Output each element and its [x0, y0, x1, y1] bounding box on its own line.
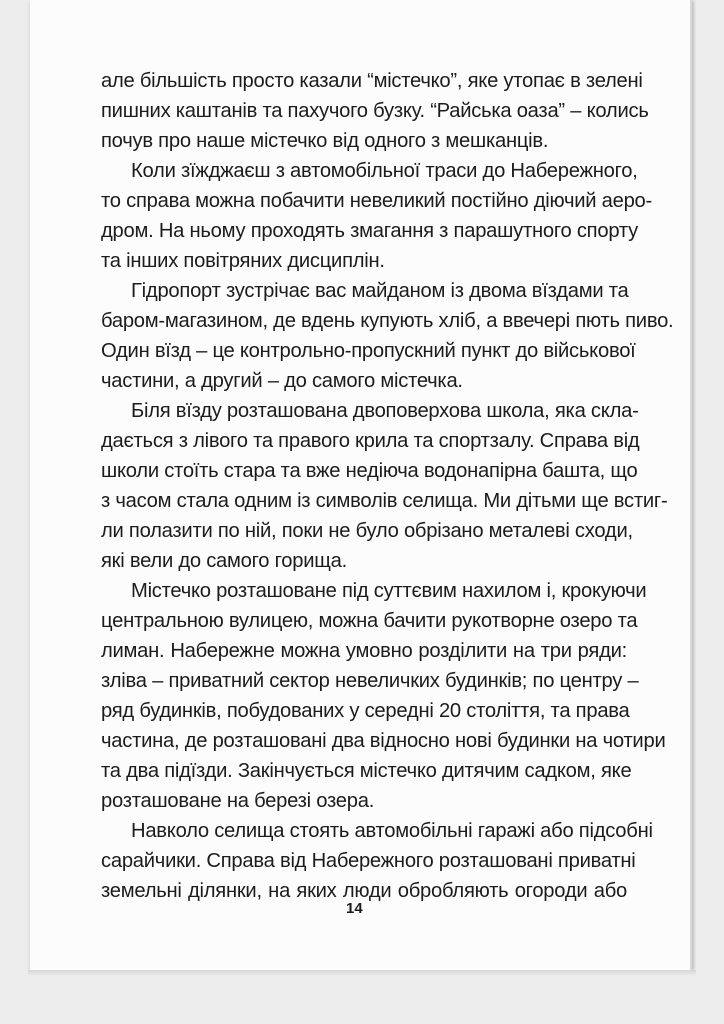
text-line: та інших повітряних дисциплін.	[101, 250, 385, 272]
text-line: Коли зїжджаєш з автомобільної траси до Набережного,	[131, 160, 638, 182]
text-line: дається з лівого та правого крила та спортзалу. Справа від	[101, 430, 640, 452]
text-line: частини, а другий – до самого містечка.	[101, 370, 463, 392]
text-line: та два підїзди. Закінчується містечко дитячим садком, яке	[101, 760, 632, 782]
page-edge	[690, 0, 692, 970]
text-line: які вели до самого горища.	[101, 550, 347, 572]
text-line: з часом стала одним із символів селища. Ми дітьми ще встиг-	[101, 490, 668, 512]
text-line: баром-магазином, де вдень купують хліб, а ввечері пють пиво.	[101, 310, 674, 332]
page-number: 14	[346, 900, 363, 917]
text-line: пишних каштанів та пахучого бузку. “Райська оаза” – колись	[101, 100, 649, 122]
text-line: Навколо селища стоять автомобільні гаражі або підсобні	[131, 820, 653, 842]
text-line: ли полазити по ній, поки не було обрізано металеві сходи,	[101, 520, 633, 542]
text-line: лиман. Набережне можна умовно розділити на три ряди:	[101, 640, 627, 662]
text-line: сарайчики. Справа від Набережного розташовані приватні	[101, 850, 636, 872]
text-line: розташоване на березі озера.	[101, 790, 375, 812]
text-line: дром. На ньому проходять змагання з парашутного спорту	[101, 220, 638, 242]
text-line: але більшість просто казали “містечко”, яке утопає в зелені	[101, 70, 643, 92]
text-line: земельні ділянки, на яких люди обробляють огороди або	[101, 880, 627, 902]
text-line: то справа можна побачити невеликий постійно діючий аеро-	[101, 190, 653, 212]
text-line: Гідропорт зустрічає вас майданом із двома вїздами та	[131, 280, 629, 302]
text-line: Біля вїзду розташована двоповерхова школа, яка скла-	[131, 400, 639, 422]
text-line: центральною вулицею, можна бачити рукотворне озеро та	[101, 610, 638, 632]
page-shadow	[28, 970, 696, 976]
text-line: ряд будинків, побудованих у середні 20 століття, та права	[101, 700, 630, 722]
text-line: Один вїзд – це контрольно-пропускний пункт до військової	[101, 340, 636, 362]
text-line: почув про наше містечко від одного з мешканців.	[101, 130, 549, 152]
text-line: школи стоїть стара та вже недіюча водонапірна башта, що	[101, 460, 638, 482]
text-line: частина, де розташовані два відносно нові будинки на чотири	[101, 730, 666, 752]
text-line: зліва – приватний сектор невеличких будинків; по центру –	[101, 670, 639, 692]
text-line: Містечко розташоване під суттєвим нахилом і, крокуючи	[131, 580, 647, 602]
